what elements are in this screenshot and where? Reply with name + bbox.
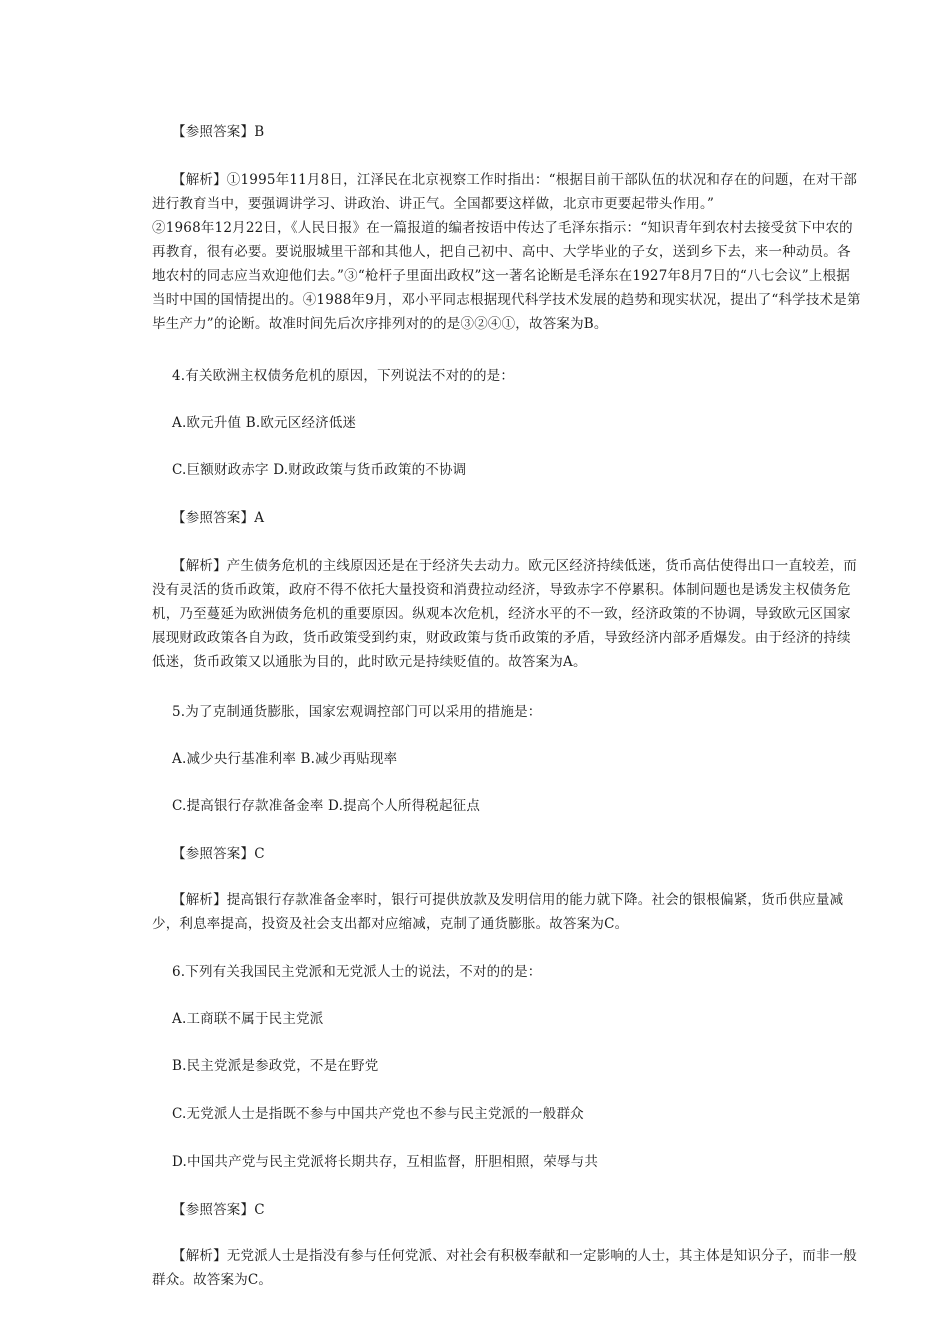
q5-options-cd: C.提高银行存款准备金率 D.提高个人所得税起征点 xyxy=(172,798,481,814)
q4-options-ab: A.欧元升值 B.欧元区经济低迷 xyxy=(172,415,357,431)
q5-answer: 【参照答案】C xyxy=(172,846,265,862)
q4-analysis: 【解析】产生债务危机的主线原因还是在于经济失去动力。欧元区经济持续低迷，货币高估使得出口一直较差，而没有灵活的货币政策，政府不得不依托大量投资和消费拉动经济，导致赤字不停累积。体制问题也是诱发主权债务危机，乃至蔓延为欧洲债务危机的重要原因。纵观本次危机，经济水平的不一致，经济政策的不协调，导致欧元区国家展现财政政策各自为政，货币政策受到约束，财政政策与货币政策的矛盾，导致经济内部矛盾爆发。由于经济的持续低迷，货币政策又以通胀为目的，此时欧元是持续贬值的。故答案为A。 xyxy=(152,558,857,670)
q6-option-c: C.无党派人士是指既不参与中国共产党也不参与民主党派的一般群众 xyxy=(172,1106,584,1122)
q6-option-b: B.民主党派是参政党，不是在野党 xyxy=(172,1058,379,1074)
q3-analysis-paragraph-1: 【解析】①1995年11月8日，江泽民在北京视察工作时指出：“根据目前干部队伍的状况和存在的问题，在对干部进行教育当中，要强调讲学习、讲政治、讲正气。全国都要这样做，北京市更要起带头作用。” xyxy=(152,172,858,212)
q5-analysis: 【解析】提高银行存款准备金率时，银行可提供放款及发明信用的能力就下降。社会的银根偏紧，货币供应量减少，利息率提高，投资及社会支出都对应缩减，克制了通货膨胀。故答案为C。 xyxy=(152,892,844,932)
q4-question: 4.有关欧洲主权债务危机的原因，下列说法不对的的是： xyxy=(172,368,515,384)
q5-question: 5.为了克制通货膨胀，国家宏观调控部门可以采用的措施是： xyxy=(172,704,542,720)
q6-option-d: D.中国共产党与民主党派将长期共存，互相监督，肝胆相照，荣辱与共 xyxy=(172,1154,599,1170)
q4-options-cd: C.巨额财政赤字 D.财政政策与货币政策的不协调 xyxy=(172,462,467,478)
q6-question: 6.下列有关我国民主党派和无党派人士的说法，不对的的是： xyxy=(172,964,542,980)
q4-answer: 【参照答案】A xyxy=(172,510,265,526)
q6-analysis: 【解析】无党派人士是指没有参与任何党派、对社会有积极奉献和一定影响的人士，其主体是知识分子，而非一般群众。故答案为C。 xyxy=(152,1248,857,1288)
q3-analysis-paragraph-2: ②1968年12月22日，《人民日报》在一篇报道的编者按语中传达了毛泽东指示：“知识青年到农村去接受贫下中农的再教育，很有必要。要说服城里干部和其他人，把自己初中、高中、大学毕业的子女，送到乡下去，来一种动员。各地农村的同志应当欢迎他们去。”③“枪杆子里面出政权”这一著名论断是毛泽东在1927年8月7日的“八七会议”上根据当时中国的国情提出的。④1988年9月，邓小平同志根据现代科学技术发展的趋势和现实状况，提出了“科学技术是第毕生产力”的论断。故准时间先后次序排列对的的是③②④①，故答案为B。 xyxy=(152,220,861,332)
q3-answer: 【参照答案】B xyxy=(172,124,265,140)
q6-answer: 【参照答案】C xyxy=(172,1202,265,1218)
q5-options-ab: A.减少央行基准利率 B.减少再贴现率 xyxy=(172,751,398,767)
q6-option-a: A.工商联不属于民主党派 xyxy=(172,1011,324,1027)
